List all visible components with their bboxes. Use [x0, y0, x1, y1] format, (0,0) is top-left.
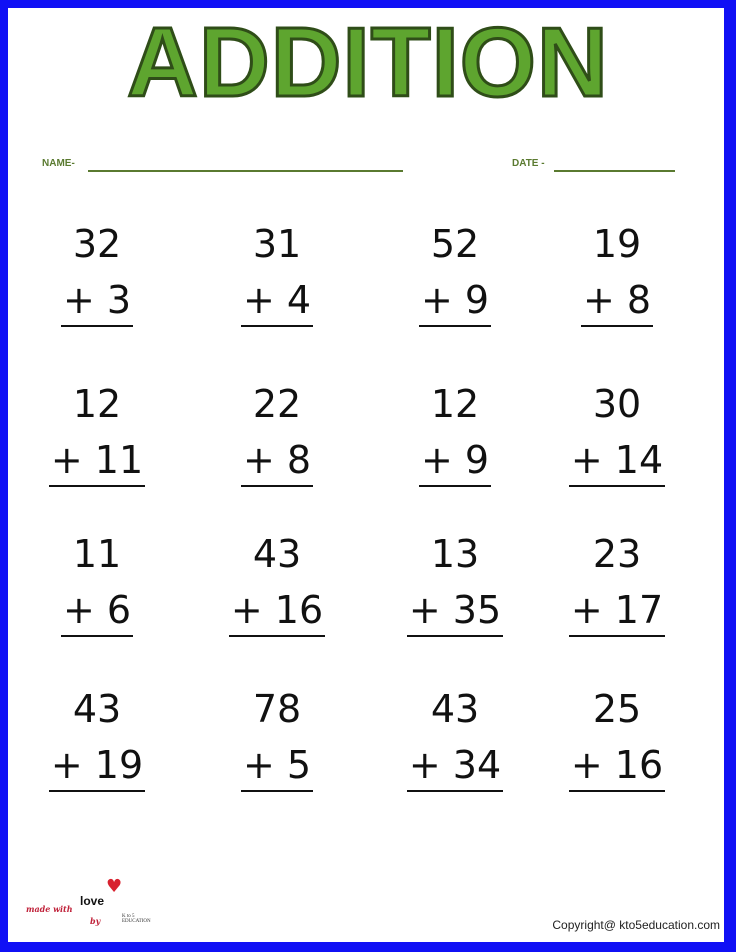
addend-top: 30: [592, 382, 642, 426]
addend-bottom: + 16: [569, 746, 665, 792]
addition-problem: [557, 532, 677, 637]
addend-bottom: + 14: [569, 441, 665, 487]
logo-made-with: made with: [26, 904, 73, 914]
logo-by: by: [90, 916, 101, 926]
addend-bottom: + 6: [61, 591, 133, 637]
addend-bottom: + 11: [49, 441, 145, 487]
addend-bottom: + 8: [581, 281, 653, 327]
addition-problem: [37, 382, 157, 487]
addend-bottom: + 34: [407, 746, 503, 792]
addend-top: 25: [592, 687, 642, 731]
addition-problem: [557, 222, 677, 327]
addition-problem: [395, 382, 515, 487]
addend-top: 32: [72, 222, 122, 266]
addition-problem: [217, 222, 337, 327]
addition-problem: [37, 222, 157, 327]
addend-bottom: + 8: [241, 441, 313, 487]
name-line[interactable]: [88, 170, 403, 172]
addend-top: 12: [430, 382, 480, 426]
addition-problem: [217, 532, 337, 637]
logo-love: love: [80, 894, 105, 908]
addend-top: 43: [430, 687, 480, 731]
addend-top: 31: [252, 222, 302, 266]
addend-top: 12: [72, 382, 122, 426]
addend-top: 11: [72, 532, 122, 576]
addend-bottom: + 9: [419, 441, 491, 487]
name-label: NAME-: [42, 158, 75, 169]
addend-bottom: + 17: [569, 591, 665, 637]
addition-problem: [557, 382, 677, 487]
addition-problem: [217, 382, 337, 487]
addition-problem: [37, 687, 157, 792]
date-label: DATE -: [512, 158, 545, 169]
addend-top: 23: [592, 532, 642, 576]
addend-top: 43: [72, 687, 122, 731]
addition-problem: [395, 222, 515, 327]
addition-problem: [217, 687, 337, 792]
copyright-text: Copyright@ kto5education.com: [552, 918, 720, 932]
addend-top: 13: [430, 532, 480, 576]
addend-bottom: + 35: [407, 591, 503, 637]
addend-top: 52: [430, 222, 480, 266]
addend-bottom: + 19: [49, 746, 145, 792]
addend-bottom: + 9: [419, 281, 491, 327]
addend-top: 43: [252, 532, 302, 576]
addition-problem: [395, 687, 515, 792]
addend-top: 19: [592, 222, 642, 266]
date-line[interactable]: [554, 170, 675, 172]
addend-bottom: + 4: [241, 281, 313, 327]
heart-icon: ♥: [106, 876, 123, 897]
addend-bottom: + 5: [241, 746, 313, 792]
made-with-love-logo: [26, 876, 156, 936]
addend-top: 78: [252, 687, 302, 731]
addend-top: 22: [252, 382, 302, 426]
addend-bottom: + 3: [61, 281, 133, 327]
addition-problem: [395, 532, 515, 637]
addition-problem: [37, 532, 157, 637]
worksheet-title: ADDITION: [127, 7, 609, 117]
addend-bottom: + 16: [229, 591, 325, 637]
logo-brand: K to 5 EDUCATION: [122, 914, 151, 924]
addition-problem: [557, 687, 677, 792]
